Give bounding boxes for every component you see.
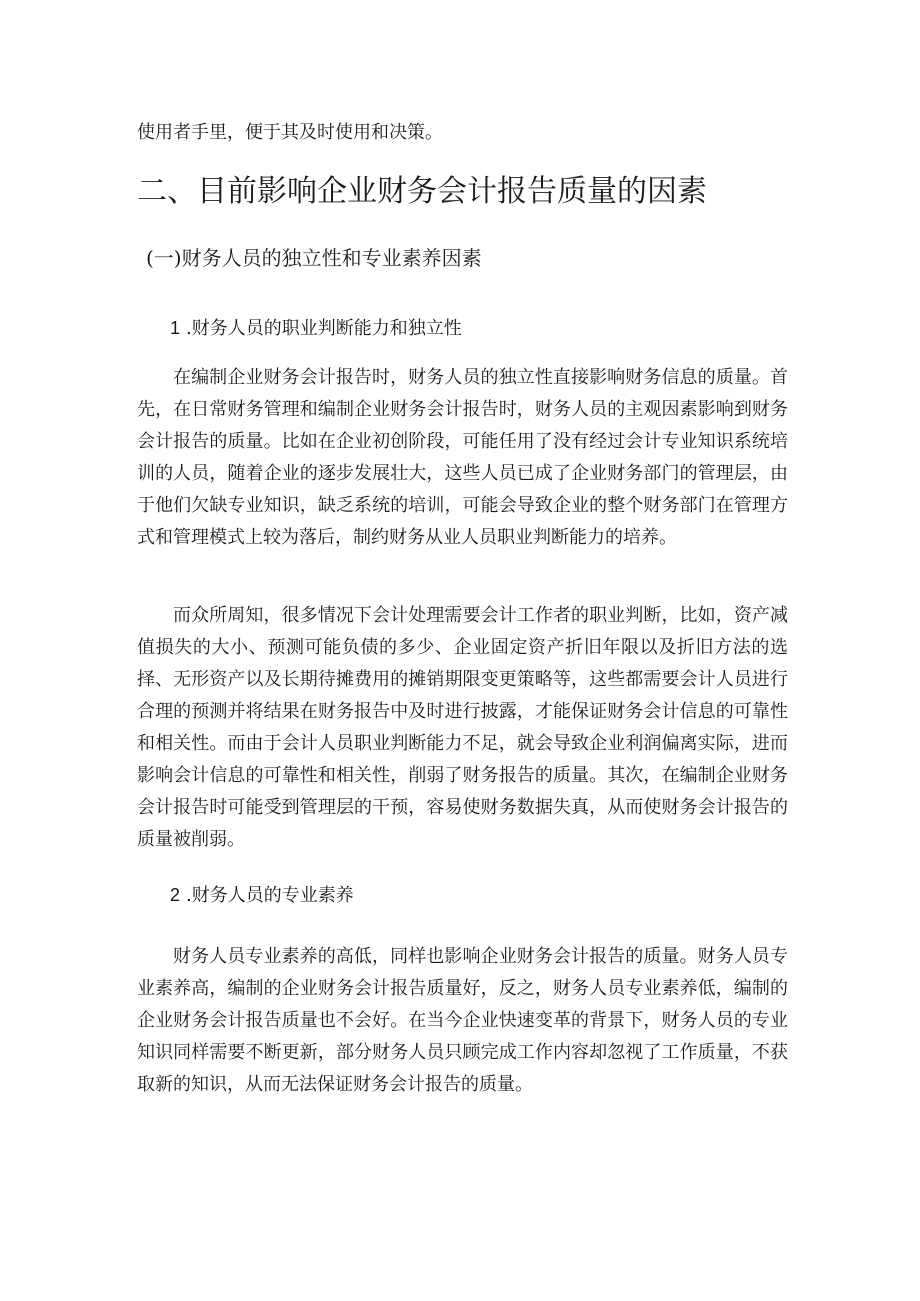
section-heading: 二、目前影响企业财务会计报告质量的因素: [137, 174, 707, 209]
item-1-title: .财务人员的职业判断能力和独立性: [186, 318, 462, 339]
item-2-number: 2: [170, 885, 181, 905]
item-2-title: .财务人员的专业素养: [186, 885, 354, 906]
continued-text: 使用者手里，便于其及时使用和决策。: [137, 122, 443, 143]
item-2-heading: [170, 880, 354, 911]
paragraph-1: 在编制企业财务会计报告时，财务人员的独立性直接影响财务信息的质量。首先，在日常财务管理和编制企业财务会计报告时，财务人员的主观因素影响到财务会计报告的质量。比如在企业初创阶段，可能任用了没有经过会计专业知识系统培训的人员，随着企业的逐步发展壮大，这些人员已成了企业财务部门的管理层，由于他们欠缺专业知识，缺乏系统的培训，可能会导致企业的整个财务部门在管理方式和管理模式上较为落后，制约财务从业人员职业判断能力的培养。: [137, 367, 788, 548]
item-1-number: 1: [170, 318, 181, 338]
subsection-heading: (一)财务人员的独立性和专业素养因素: [146, 246, 482, 270]
paragraph-3: 财务人员专业素养的高低，同样也影响企业财务会计报告的质量。财务人员专业素养高，编制的企业财务会计报告质量好，反之，财务人员专业素养低，编制的企业财务会计报告质量也不会好。在当今企业快速变革的背景下，财务人员的专业知识同样需要不断更新，部分财务人员只顾完成工作内容却忽视了工作质量，不获取新的知识，从而无法保证财务会计报告的质量。: [137, 946, 788, 1095]
item-1-heading: [170, 313, 462, 344]
paragraph-2: 而众所周知，很多情况下会计处理需要会计工作者的职业判断，比如，资产减值损失的大小、预测可能负债的多少、企业固定资产折旧年限以及折旧方法的选择、无形资产以及长期待摊费用的摊销期限变更策略等，这些都需要会计人员进行合理的预测并将结果在财务报告中及时进行披露，才能保证财务会计信息的可靠性和相关性。而由于会计人员职业判断能力不足，就会导致企业利润偏离实际，进而影响会计信息的可靠性和相关性，削弱了财务报告的质量。其次，在编制企业财务会计报告时可能受到管理层的干预，容易使财务数据失真，从而使财务会计报告的质量被削弱。: [137, 605, 788, 850]
